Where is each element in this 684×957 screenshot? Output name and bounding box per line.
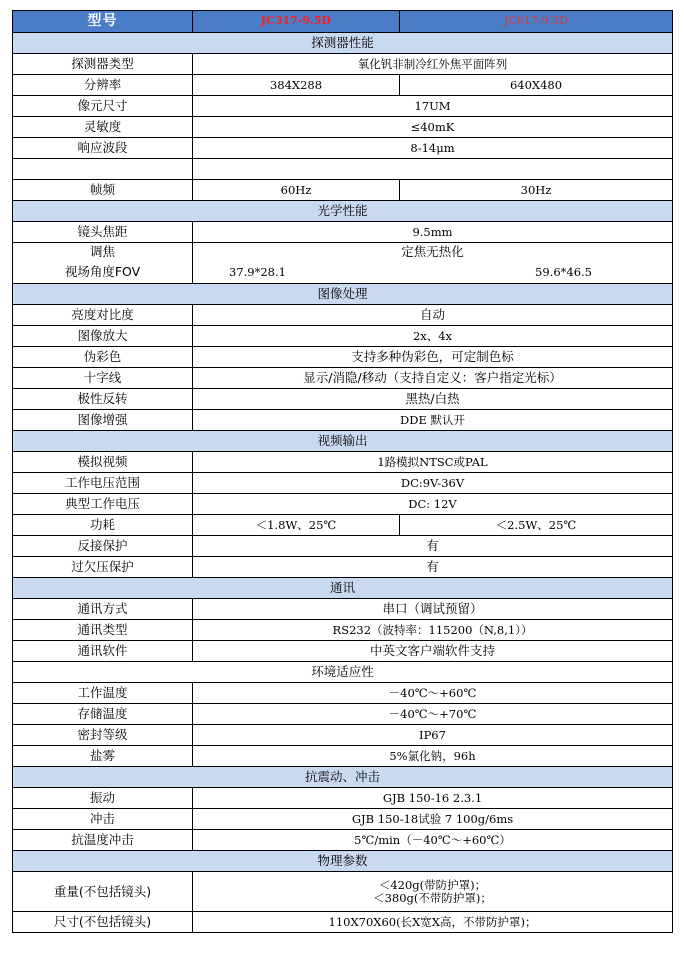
table-row [13, 452, 673, 473]
row-value: GJB 150-18试验 7 100g/6ms [193, 809, 673, 830]
section-detector: 探测器性能 [13, 33, 673, 54]
row-label: 盐雾 [13, 746, 193, 767]
table-row [13, 557, 673, 578]
section-physical: 物理参数 [13, 851, 673, 872]
row-value-a: 60Hz [193, 180, 400, 201]
row-label: 分辨率 [13, 75, 193, 96]
table-row [13, 704, 673, 725]
row-value: －40℃～+60℃ [193, 683, 673, 704]
row-value-b: 59.6*46.5 [400, 262, 673, 284]
section-image: 图像处理 [13, 284, 673, 305]
row-label: 视场角度FOV [13, 262, 193, 284]
row-label: 像元尺寸 [13, 96, 193, 117]
row-label: 调焦 [13, 243, 193, 262]
table-row [13, 54, 673, 75]
row-label: 灵敏度 [13, 117, 193, 138]
row-value [193, 872, 673, 912]
table-row [13, 641, 673, 662]
row-label: 工作温度 [13, 683, 193, 704]
section-row [13, 662, 673, 683]
row-label: 重量(不包括镜头) [13, 872, 193, 912]
table-row [13, 389, 673, 410]
table-row [13, 725, 673, 746]
row-label: 典型工作电压 [13, 494, 193, 515]
row-value: IP67 [193, 725, 673, 746]
header-row [13, 11, 673, 33]
section-video: 视频输出 [13, 431, 673, 452]
model-a: JC317-9.5D [193, 11, 400, 33]
row-value-b: ＜2.5W、25℃ [400, 515, 673, 536]
row-label: 振动 [13, 788, 193, 809]
row-label: 响应波段 [13, 138, 193, 159]
table-row [13, 515, 673, 536]
row-label: 亮度对比度 [13, 305, 193, 326]
row-value: DC:9V-36V [193, 473, 673, 494]
row-value: －40℃～+70℃ [193, 704, 673, 725]
section-shock: 抗震动、冲击 [13, 767, 673, 788]
row-label: 图像增强 [13, 410, 193, 431]
empty-cell [193, 159, 673, 180]
row-label: 伪彩色 [13, 347, 193, 368]
table-row [13, 746, 673, 767]
row-value: 110X70X60(长X宽X高，不带防护罩)； [193, 912, 673, 933]
row-value: 5℃/min（－40℃～+60℃） [193, 830, 673, 851]
table-row [13, 243, 673, 262]
row-value: 显示/消隐/移动（支持自定义：客户指定光标） [193, 368, 673, 389]
row-value: 定焦无热化 [193, 243, 673, 262]
table-row [13, 912, 673, 933]
row-value-a: ＜1.8W、25℃ [193, 515, 400, 536]
row-label: 反接保护 [13, 536, 193, 557]
row-value-a: 384X288 [193, 75, 400, 96]
spec-table [12, 10, 673, 933]
weight-without-cover: ＜380g(不带防护罩)； [373, 890, 492, 905]
section-optics: 光学性能 [13, 201, 673, 222]
row-label: 通讯方式 [13, 599, 193, 620]
empty-row [13, 159, 673, 180]
row-value: ≤40mK [193, 117, 673, 138]
model-b: JC617-9.5D [400, 11, 673, 33]
row-label: 十字线 [13, 368, 193, 389]
table-row [13, 872, 673, 912]
row-value-b: 640X480 [400, 75, 673, 96]
row-label: 密封等级 [13, 725, 193, 746]
table-row [13, 494, 673, 515]
row-value: 串口（调试预留） [193, 599, 673, 620]
row-value: 支持多种伪彩色，可定制色标 [193, 347, 673, 368]
row-value: 氧化钒非制冷红外焦平面阵列 [193, 54, 673, 75]
row-value: RS232（波特率：115200（N,8,1）） [193, 620, 673, 641]
row-label: 图像放大 [13, 326, 193, 347]
row-label: 过欠压保护 [13, 557, 193, 578]
row-label: 尺寸(不包括镜头) [13, 912, 193, 933]
row-value: 自动 [193, 305, 673, 326]
section-row [13, 767, 673, 788]
table-row [13, 305, 673, 326]
row-label: 功耗 [13, 515, 193, 536]
table-row [13, 96, 673, 117]
section-row [13, 201, 673, 222]
row-value: DC: 12V [193, 494, 673, 515]
row-label: 通讯软件 [13, 641, 193, 662]
table-row [13, 788, 673, 809]
table-row [13, 620, 673, 641]
model-label: 型号 [13, 11, 193, 33]
section-row [13, 851, 673, 872]
table-row [13, 536, 673, 557]
row-value: 17UM [193, 96, 673, 117]
table-row [13, 347, 673, 368]
row-value: 中英文客户端软件支持 [193, 641, 673, 662]
row-label: 工作电压范围 [13, 473, 193, 494]
table-row [13, 75, 673, 96]
row-value: GJB 150-16 2.3.1 [193, 788, 673, 809]
row-label: 帧频 [13, 180, 193, 201]
row-value: 有 [193, 557, 673, 578]
row-value: 黑热/白热 [193, 389, 673, 410]
table-row [13, 599, 673, 620]
weight-with-cover: ＜420g(带防护罩)； [378, 877, 487, 892]
table-row [13, 683, 673, 704]
table-row [13, 326, 673, 347]
section-comm: 通讯 [13, 578, 673, 599]
row-label: 通讯类型 [13, 620, 193, 641]
row-label: 存储温度 [13, 704, 193, 725]
row-label: 探测器类型 [13, 54, 193, 75]
table-row [13, 368, 673, 389]
table-row [13, 809, 673, 830]
section-row [13, 578, 673, 599]
row-value: 有 [193, 536, 673, 557]
section-row [13, 284, 673, 305]
row-label: 极性反转 [13, 389, 193, 410]
row-value-a: 37.9*28.1 [193, 262, 400, 284]
table-row [13, 830, 673, 851]
row-value: DDE 默认开 [193, 410, 673, 431]
row-label: 冲击 [13, 809, 193, 830]
section-row [13, 431, 673, 452]
table-row [13, 262, 673, 284]
row-label: 模拟视频 [13, 452, 193, 473]
table-row [13, 473, 673, 494]
row-value-b: 30Hz [400, 180, 673, 201]
table-row [13, 117, 673, 138]
table-row [13, 222, 673, 243]
table-row [13, 180, 673, 201]
row-label: 抗温度冲击 [13, 830, 193, 851]
row-value: 5%氯化钠，96h [193, 746, 673, 767]
table-row [13, 138, 673, 159]
row-label: 镜头焦距 [13, 222, 193, 243]
row-value: 9.5mm [193, 222, 673, 243]
row-value: 2x、4x [193, 326, 673, 347]
empty-cell [13, 159, 193, 180]
row-value: 1路模拟NTSC或PAL [193, 452, 673, 473]
section-row [13, 33, 673, 54]
row-value: 8-14μm [193, 138, 673, 159]
section-env: 环境适应性 [13, 662, 673, 683]
table-row [13, 410, 673, 431]
